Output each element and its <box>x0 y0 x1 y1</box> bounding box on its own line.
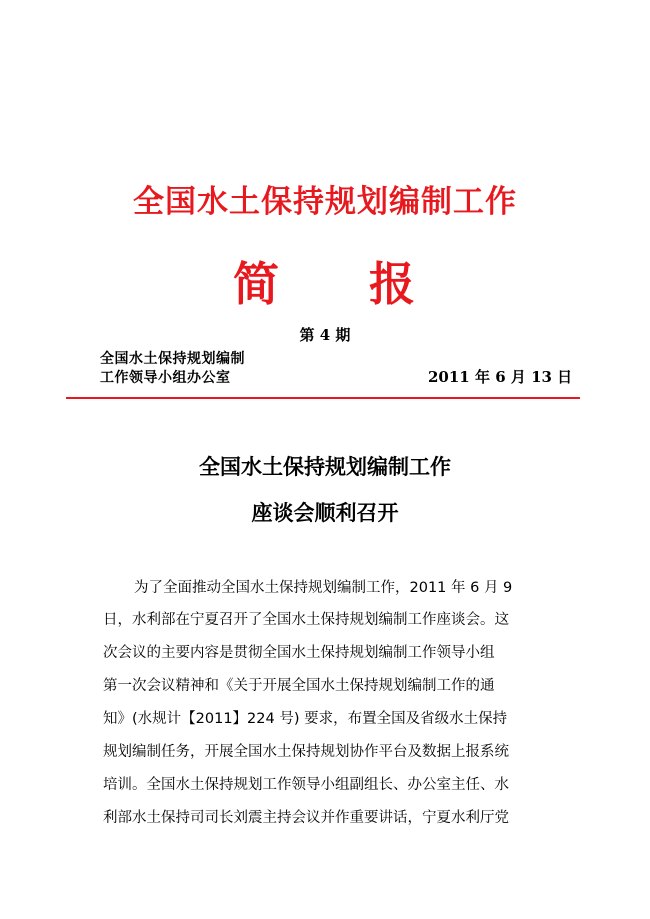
article-body-line: 知》(水规计【2011】224 号) 要求，布置全国及省级水土保持 <box>103 711 508 727</box>
article-body-line: 利部水土保持司司长刘震主持会议并作重要讲话，宁夏水利厅党 <box>103 810 509 826</box>
issuer-line-1: 全国水土保持规划编制 <box>100 351 245 367</box>
issue-number: 第 4 期 <box>299 326 351 344</box>
article-body-line: 日，水利部在宁夏召开了全国水土保持规划编制工作座谈会。这 <box>103 612 509 628</box>
article-headline-line-2: 座谈会顺利召开 <box>251 501 399 525</box>
issue-date: 2011 年 6 月 13 日 <box>428 368 573 386</box>
article-headline-line-1: 全国水土保持规划编制工作 <box>199 455 451 479</box>
article-body-line: 次会议的主要内容是贯彻全国水土保持规划编制工作领导小组 <box>103 645 495 661</box>
masthead-divider <box>66 397 580 399</box>
bulletin-char-bao: 报 <box>369 257 415 311</box>
issuer-line-2: 工作领导小组办公室 <box>100 370 231 386</box>
masthead-title: 全国水土保持规划编制工作 <box>133 184 517 220</box>
bulletin-char-jian: 简 <box>233 257 279 311</box>
article-body-line: 为了全面推动全国水土保持规划编制工作，2011 年 6 月 9 <box>134 580 513 596</box>
article-body-line: 培训。全国水土保持规划工作领导小组副组长、办公室主任、水 <box>103 777 509 793</box>
article-body-line: 规划编制任务，开展全国水土保持规划协作平台及数据上报系统 <box>103 744 509 760</box>
article-body-line: 第一次会议精神和《关于开展全国水土保持规划编制工作的通 <box>103 678 495 694</box>
